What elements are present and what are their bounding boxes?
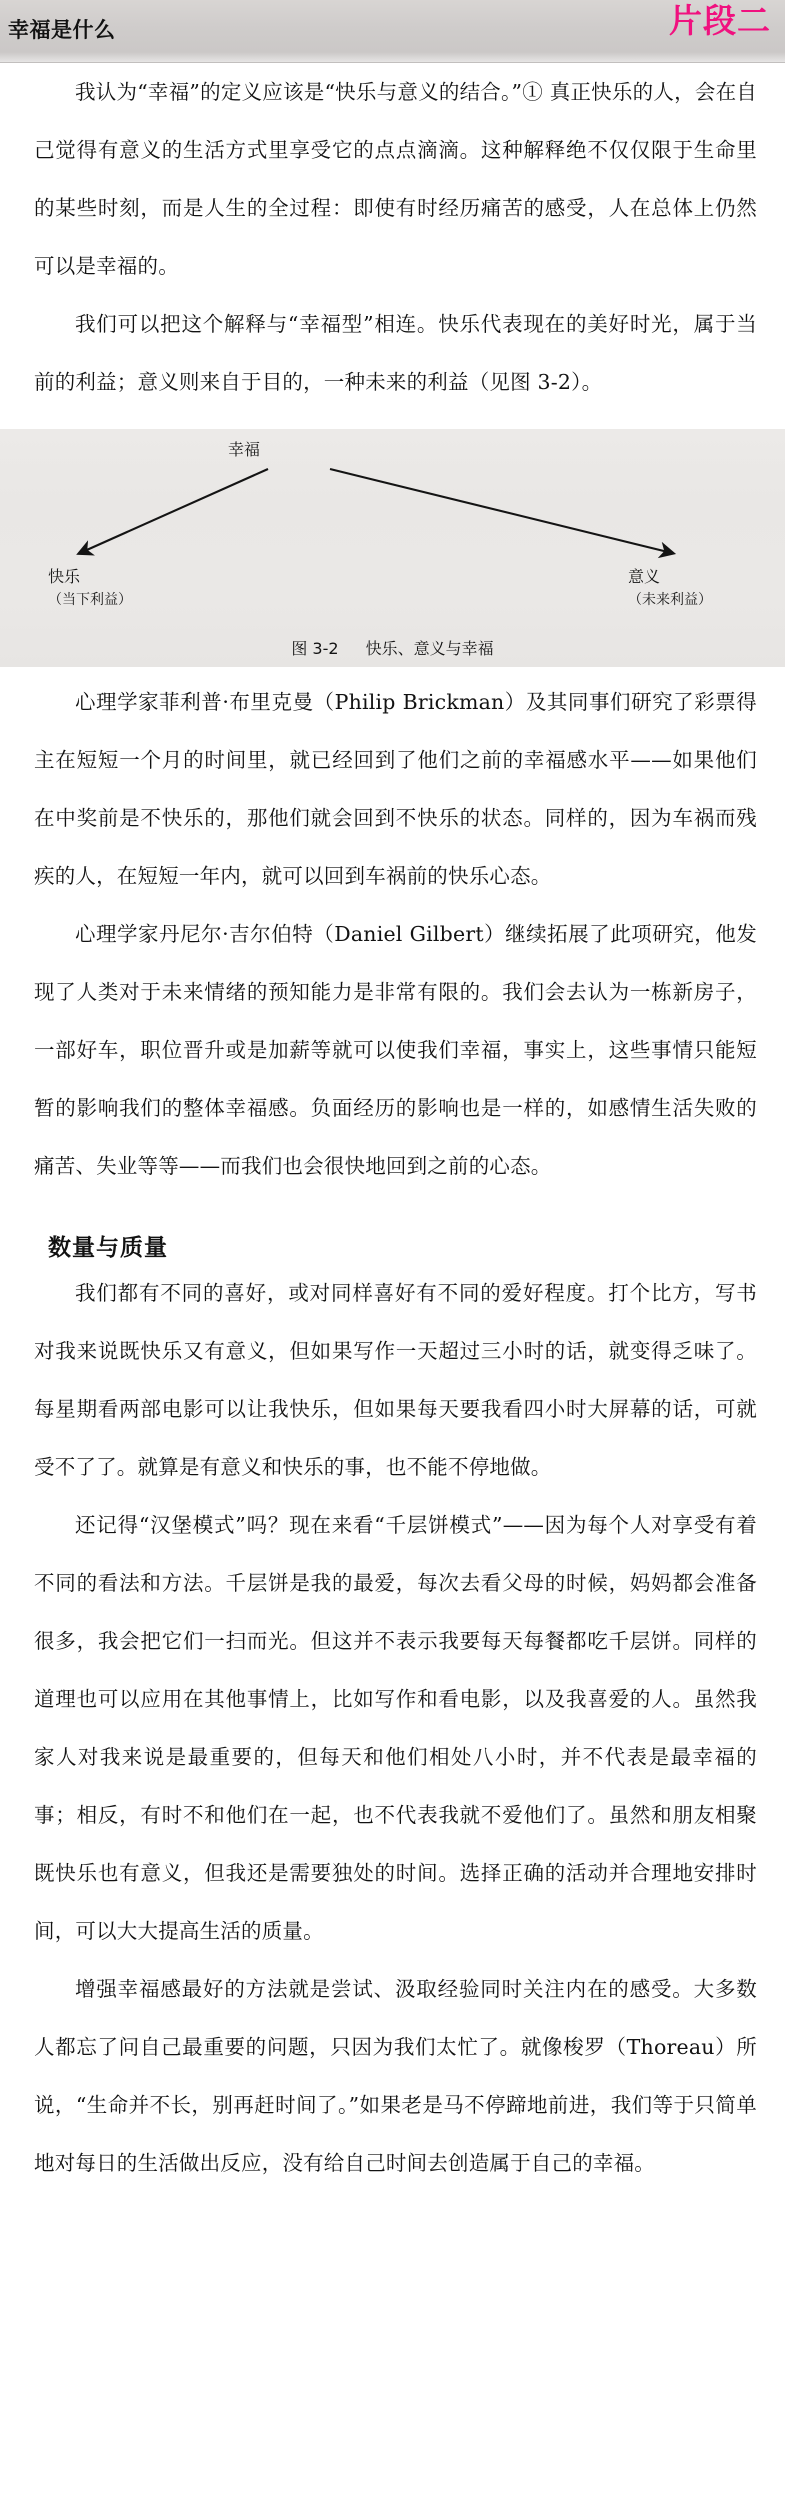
section-paragraph-1: 我们都有不同的喜好，或对同样喜好有不同的爱好程度。打个比方，写书对我来说既快乐又有意义，但如果写作一天超过三小时的话，就变得乏味了。每星期看两部电影可以让我快乐，但如果每天要我看四小时大屏幕的话，可就受不了了。就算是有意义和快乐的事，也不能不停地做。	[34, 1281, 757, 1479]
page-footer-sliver	[0, 2486, 785, 2500]
figure-caption-text: 快乐、意义与幸福	[365, 639, 494, 658]
paragraph-1: 我认为“幸福”的定义应该是“快乐与意义的结合。”① 真正快乐的人，会在自己觉得有意义的生活方式里享受它的点点滴滴。这种解释绝不仅仅限于生命里的某些时刻，而是人生的全过程：即使有时经历痛苦的感受，人在总体上仍然可以是幸福的。	[34, 80, 757, 278]
paragraph-2: 我们可以把这个解释与“幸福型”相连。快乐代表现在的美好时光，属于当前的利益；意义则来自于目的，一种未来的利益（见图 3-2）。	[34, 312, 757, 394]
segment-stamp: 片段二	[669, 1, 771, 40]
paragraph-4: 心理学家丹尼尔·吉尔伯特（Daniel Gilbert）继续拓展了此项研究，他发现了人类对于未来情绪的预知能力是非常有限的。我们会去认为一栋新房子，一部好车，职位晋升或是加薪等就可以使我们幸福，事实上，这些事情只能短暂的影响我们的整体幸福感。负面经历的影响也是一样的，如感情生活失败的痛苦、失业等等——而我们也会很快地回到之前的心态。	[34, 922, 757, 1178]
figure-node-meaning	[628, 564, 712, 609]
figure-node-happiness-label: 幸福	[228, 440, 261, 459]
section-heading-quantity-quality: 数量与质量	[48, 1235, 168, 1261]
figure-node-meaning-label: 意义	[628, 566, 661, 586]
figure-arrows	[0, 429, 785, 667]
figure-node-pleasure	[48, 564, 132, 609]
page-header-band	[0, 0, 785, 63]
section-paragraph-2: 还记得“汉堡模式”吗？现在来看“千层饼模式”——因为每个人对享受有着不同的看法和方法。千层饼是我的最爱，每次去看父母的时候，妈妈都会准备很多，我会把它们一扫而光。但这并不表示我要每天每餐都吃千层饼。同样的道理也可以应用在其他事情上，比如写作和看电影，以及我喜爱的人。虽然我家人对我来说是最重要的，但每天和他们相处八小时，并不代表是最幸福的事；相反，有时不和他们在一起，也不代表我就不爱他们了。虽然和朋友相聚既快乐也有意义，但我还是需要独处的时间。选择正确的活动并合理地安排时间，可以大大提高生活的质量。	[34, 1513, 757, 1943]
figure-3-2	[0, 429, 785, 667]
arrow-to-meaning	[330, 469, 672, 553]
running-head: 幸福是什么	[8, 18, 116, 42]
figure-caption-number: 图 3-2	[291, 639, 339, 658]
body-column	[0, 63, 785, 2192]
figure-node-happiness	[228, 437, 260, 460]
section-paragraph-3: 增强幸福感最好的方法就是尝试、汲取经验同时关注内在的感受。大多数人都忘了问自己最重要的问题，只因为我们太忙了。就像梭罗（Thoreau）所说，“生命并不长，别再赶时间了。”如果老是马不停蹄地前进，我们等于只简单地对每日的生活做出反应，没有给自己时间去创造属于自己的幸福。	[34, 1977, 757, 2175]
figure-node-pleasure-sub: （当下利益）	[48, 591, 132, 608]
figure-node-meaning-sub: （未来利益）	[628, 591, 712, 608]
paragraph-3: 心理学家菲利普·布里克曼（Philip Brickman）及其同事们研究了彩票得主在短短一个月的时间里，就已经回到了他们之前的幸福感水平——如果他们在中奖前是不快乐的，那他们就会回到不快乐的状态。同样的，因为车祸而残疾的人，在短短一年内，就可以回到车祸前的快乐心态。	[34, 690, 757, 888]
arrow-to-pleasure	[80, 469, 268, 553]
figure-caption	[0, 636, 785, 659]
figure-node-pleasure-label: 快乐	[48, 566, 81, 586]
